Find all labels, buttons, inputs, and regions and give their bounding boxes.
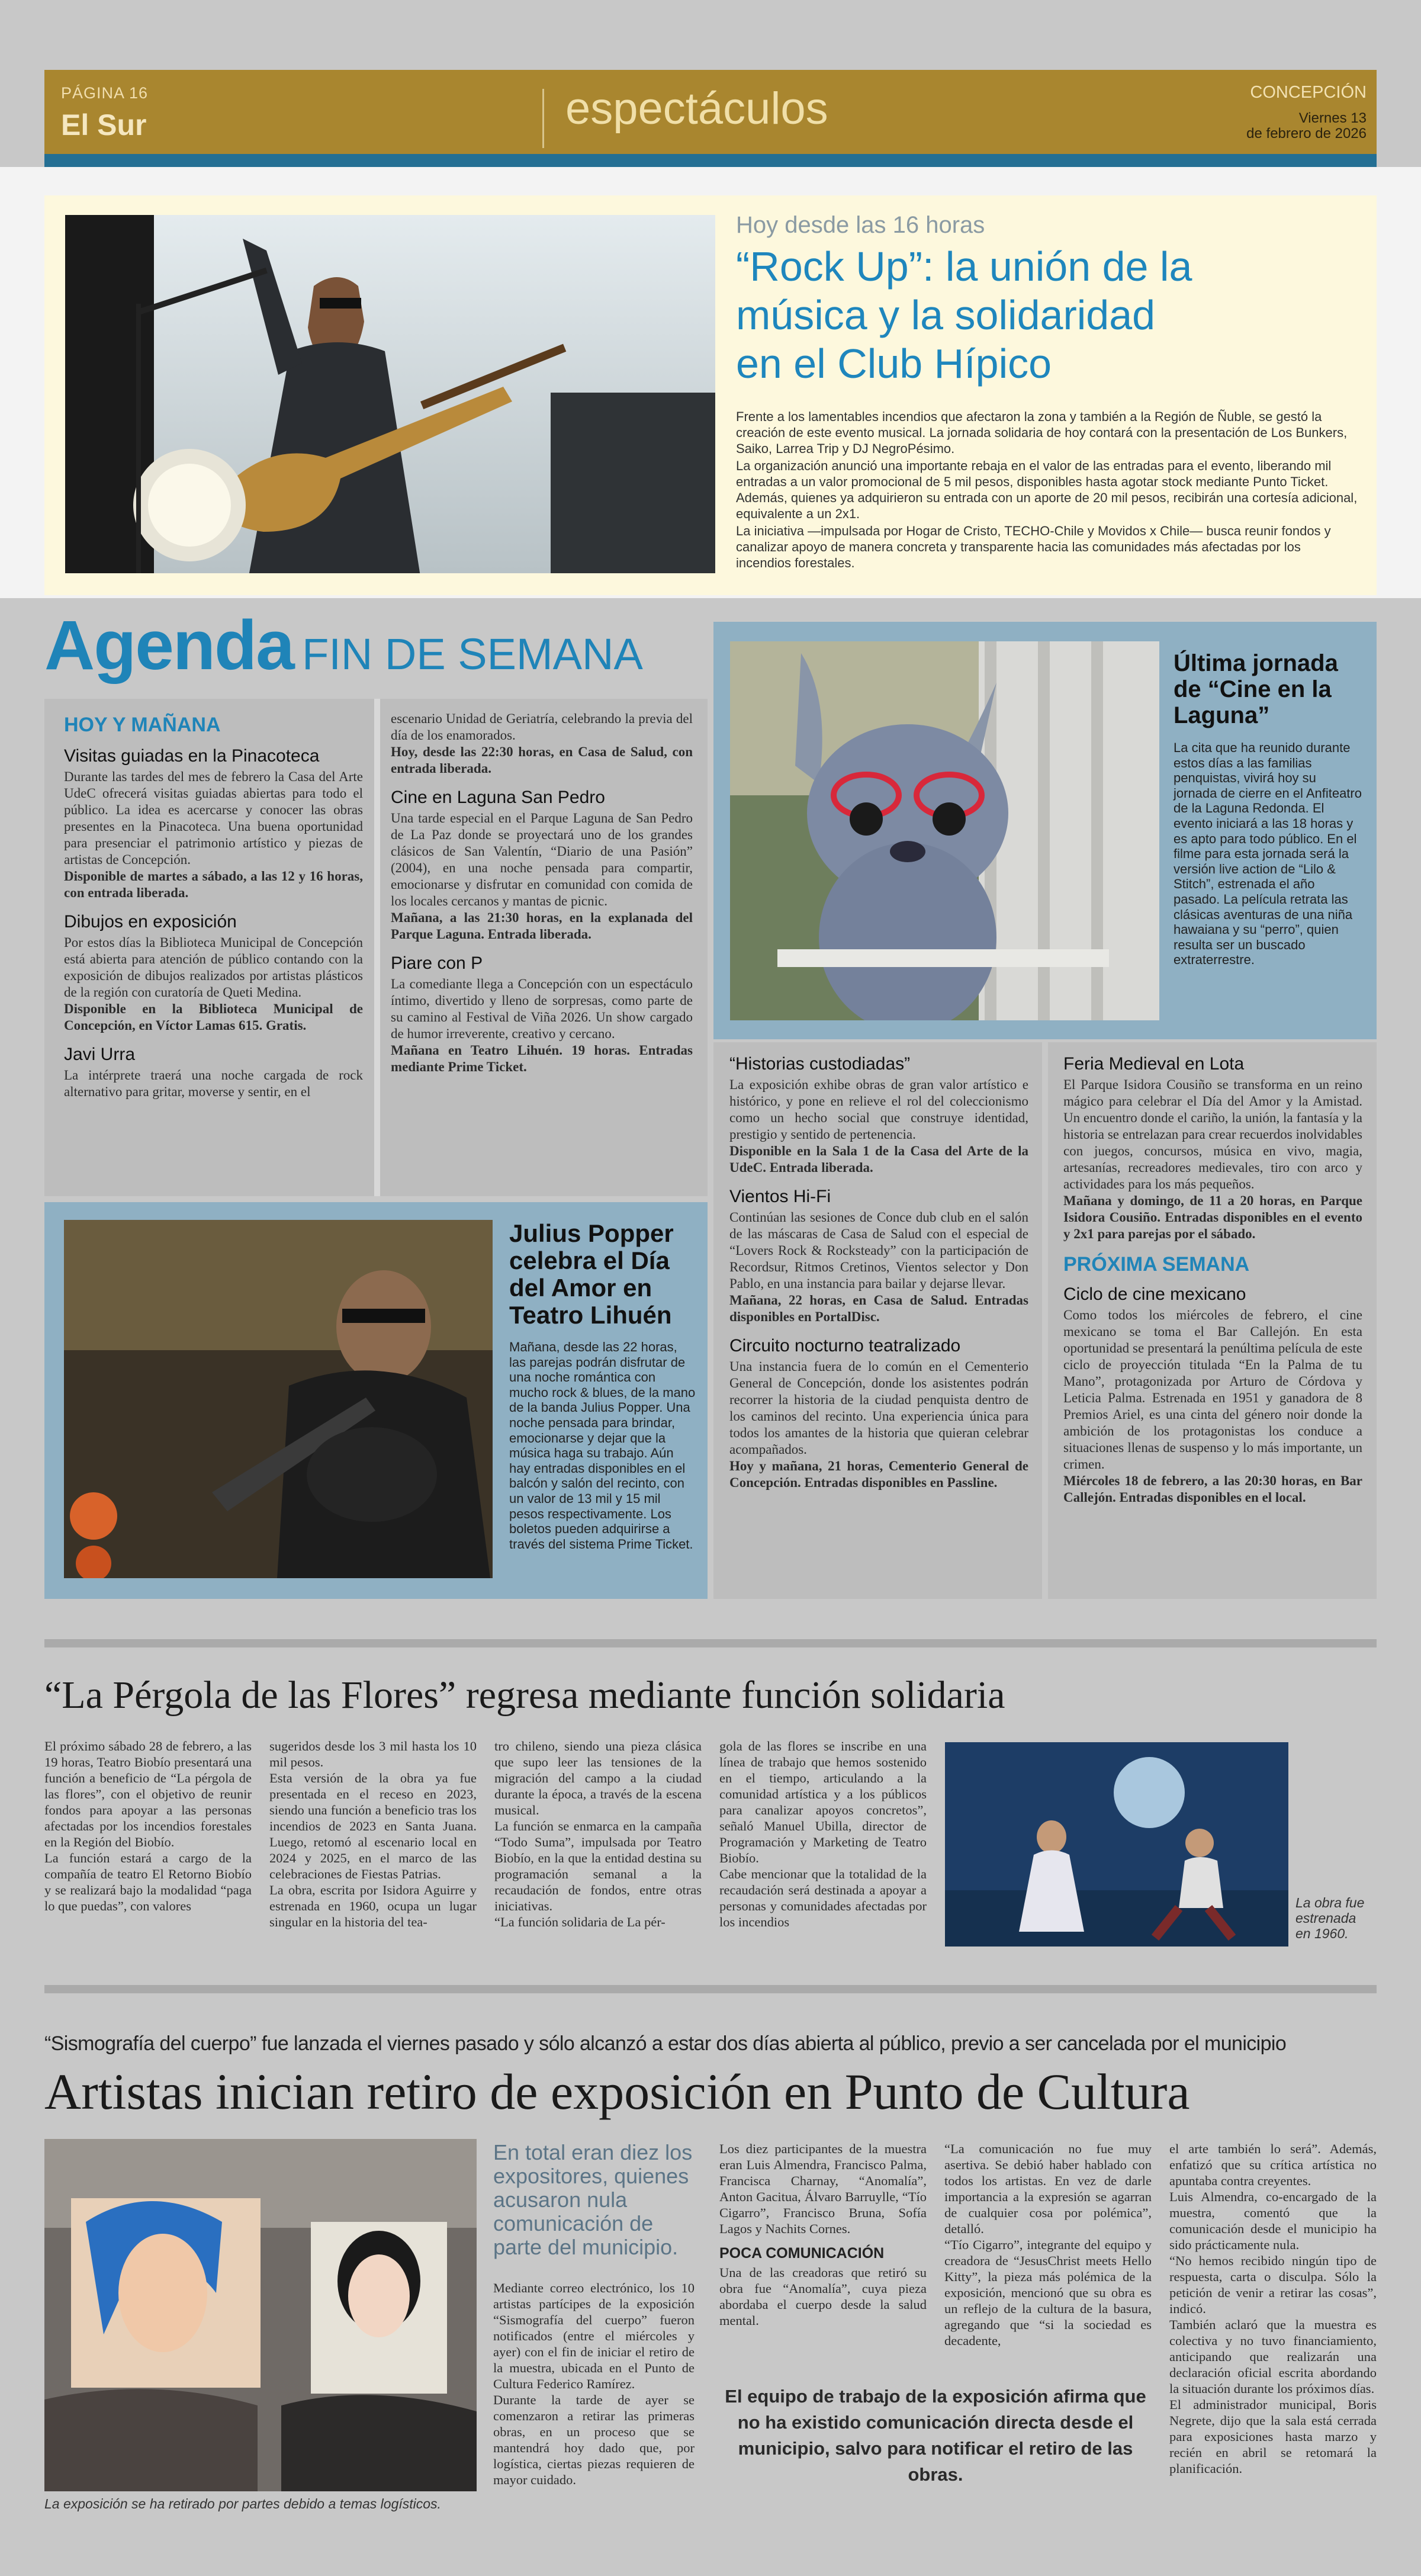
agenda-item-text: escenario Unidad de Geriatría, celebrando la previa del día de los enamorados. [391,711,693,743]
section-name: espectáculos [565,83,828,134]
popper-text: Mañana, desde las 22 horas, las parejas podrán disfrutar de una noche romántica con mucho rock & blues, de la mano de la banda Julius Popper. Una noche pensada para brindar, emocionarse y dejar que la música haga su trabajo. Aún hay entradas disponibles en el balcón y salón del recinto, con un valor de 13 mil y 15 mil pesos respectivamente. Los boletos pueden adquirirse a través del sistema Prime Ticket. [509,1340,696,1552]
agenda-item-info: Mañana en Teatro Lihuén. 19 horas. Entradas mediante Prime Ticket. [391,1043,693,1074]
agenda-item [729,1054,1028,1176]
pergola-text: El próximo sábado 28 de febrero, a las 19 horas, Teatro Biobío presentará una función a beneficio de “La pérgola de las flores”, con el objetivo de reunir fondos para apoyar a las personas afectadas por los incendios forestales en la Región del Biobío. La función estará a cargo de la compañía de teatro El Retorno Biobío y se realizará bajo la modalidad “paga lo que puedas”, con valores [44,1739,252,1913]
artistas-text: Mediante correo electrónico, los 10 artistas partícipes de la exposición “Sismografía del cuerpo” fueron notificados (entre el miércoles y ayer) con el fin de iniciar el retiro de la muestra, ubicada en el Punto de Cultura Federico Ramírez. Durante la tarde de ayer se comenzaron a retirar las primeras obras, en un proceso que se mantendrá hoy dado que, por logística, ciertas piezas requieren de mayor cuidado. [493,2281,695,2487]
artistas-col-4 [944,2141,1152,2349]
agenda-item [1063,1054,1362,1242]
agenda-item-title: Visitas guiadas en la Pinacoteca [64,746,320,766]
rockup-photo [65,215,715,573]
artistas-title: Artistas inician retiro de exposición en Punto de Cultura [44,2063,1190,2120]
agenda-col-1 [64,714,363,1100]
agenda-item [729,1187,1028,1325]
agenda-item-text: El Parque Isidora Cousiño se transforma en un reino mágico para celebrar el Día del Amor y la Amistad. Un encuentro donde el cariño, la unión, la fantasía y la historia se entrelazan para crear recuerdos inolvidables con juegos, concursos, música en vivo, magia, artesanías, recreadores medievales, tiro con arco y actividades para los más pequeños. [1063,1077,1362,1191]
agenda-item-info: Miércoles 18 de febrero, a las 20:30 horas, en Bar Callejón. Entradas disponibles en el local. [1063,1473,1362,1505]
agenda-col-divider [374,699,380,1196]
rockup-kicker: Hoy desde las 16 horas [736,212,985,238]
agenda-col-2 [391,711,693,1075]
agenda-item [1063,1284,1362,1506]
proxima-heading: PRÓXIMA SEMANA [1063,1253,1250,1276]
header-date-1: Viernes 13 [1298,110,1367,126]
agenda-item-title: Feria Medieval en Lota [1063,1054,1245,1074]
rockup-paragraph-1: Frente a los lamentables incendios que afectaron la zona y también a la Región de Ñuble, se gestó la creación de este evento musical. La jornada solidaria de hoy contará con la presentación de Los Bunkers, Saiko, Larrea Trip y DJ NegroPésimo. [736,409,1348,456]
artistas-text: Los diez participantes de la muestra eran Luis Almendra, Francisco Palma, Francisca Charnay, “Anomalía”, Anton Gacitua, Álvaro Barruylle, “Tío Cigarro”, Francisco Bruna, Sofía Lagos y Nachits Cornes. [719,2141,927,2236]
artistas-col-5 [1169,2141,1377,2477]
agenda-item [391,953,693,1075]
rockup-paragraph-2: La organización anunció una importante rebaja en el valor de las entradas para el evento, liberando mil entradas a un valor promocional de 5 mil pesos, disponibles hasta agotar stock mediante Punto Ticket. Además, quienes ya adquirieron su entrada con un aporte de 20 mil pesos, recibirán una cortesía adicional, equivalente a un 2x1. [736,458,1358,521]
agenda-item [64,912,363,1034]
agenda-item [64,746,363,901]
agenda-item-title: Ciclo de cine mexicano [1063,1284,1246,1304]
agenda-item-info: Hoy, desde las 22:30 horas, en Casa de Salud, con entrada liberada. [391,744,693,776]
rockup-title-line-2: música y la solidaridad [736,292,1156,338]
agenda-item-title: Javi Urra [64,1045,136,1064]
agenda-item-text: La exposición exhibe obras de gran valor artístico e histórico, y pone en relieve el rol del coleccionismo como un hecho social que construye identidad, prestigio y sentido de pertenencia. [729,1077,1028,1142]
agenda-item [391,788,693,943]
agenda-col-3 [729,1054,1028,1491]
agenda-item-info: Disponible en la Biblioteca Municipal de Concepción, en Víctor Lamas 615. Gratis. [64,1001,363,1033]
hoy-heading: HOY Y MAÑANA [64,714,221,736]
pergola-photo [945,1742,1288,1947]
popper-photo [64,1220,493,1578]
artistas-pull-quote: El equipo de trabajo de la exposición afirma que no ha existido comunicación directa desde el municipio, salvo para notificar el retiro de las obras. [725,2386,1146,2485]
agenda-title-big: Agenda [44,606,294,685]
agenda-item-title: “Historias custodiadas” [729,1054,911,1074]
header-divider [542,89,544,148]
agenda-item-text: Una tarde especial en el Parque Laguna de San Pedro de La Paz donde se proyectará uno de los grandes clásicos de San Valentín, “Diario de una Pasión” (2004), en una noche pensada para compartir, emocionarse y disfrutar en comunidad con comida de los locales cercanos y mantas de picnic. [391,811,693,908]
agenda-item-text: Una instancia fuera de lo común en el Cementerio General de Concepción, donde los asistentes podrán recorrer la historia de la ciudad penquista dentro de los caminos del recinto. Una experiencia única para todos los amantes de la historia que quieran celebrar acompañados. [729,1359,1028,1457]
artistas-caption: La exposición se ha retirado por partes debido a temas logísticos. [44,2496,441,2511]
agenda-item-title: Vientos Hi-Fi [729,1187,831,1206]
agenda-item-title: Piare con P [391,953,483,973]
popper-title: Julius Popper celebra el Día del Amor en Teatro Lihuén [509,1219,674,1329]
agenda-item-title: Dibujos en exposición [64,912,237,932]
artistas-subhead: POCA COMUNICACIÓN [719,2245,885,2262]
agenda-item-info: Mañana, a las 21:30 horas, en la explanada del Parque Laguna. Entrada liberada. [391,910,693,942]
agenda-item-text: La comediante llega a Concepción con un espectáculo íntimo, divertido y lleno de sorpresas, como parte de su camino al Festival de Viña 2026. Un show cargado de humor irreverente, creativo y cercano. [391,977,693,1041]
artistas-text: Una de las creadoras que retiró su obra fue “Anomalía”, cuya pieza abordaba el cuerpo desde la salud mental. [719,2265,927,2328]
rockup-paragraph-3: La iniciativa —impulsada por Hogar de Cristo, TECHO-Chile y Movidos x Chile— busca reunir fondos y canalizar apoyo de manera concreta y transparente hacia las comunidades más afectadas por los incendios forestales. [736,523,1331,570]
pergola-col-1 [44,1738,252,1914]
agenda-item-text: La intérprete traerá una noche cargada de rock alternativo para gritar, moverse y sentir, en el [64,1068,363,1099]
agenda-item-title: Circuito nocturno teatralizado [729,1336,961,1356]
artistas-kicker: “Sismografía del cuerpo” fue lanzada el viernes pasado y sólo alcanzó a estar dos días abierta al público, previo a ser cancelada por el municipio [44,2032,1287,2055]
artistas-text: el arte también lo será”. Además, enfatizó que su crítica artística no apuntaba contra creyentes. Luis Almendra, co-encargado de la muestra, comentó que la comunicación desde el municipio ha sido prácticamente nula. “No hemos recibido ningún tipo de respuesta, carta o disculpa. Sólo la petición de venir a retirar las cosas”, indicó. También aclaró que la muestra es colectiva y no tuvo financiamiento, anticipando que realizarán una declaración oficial escrita abordando la situación durante los próximos días. El administrador municipal, Boris Negrete, dijo que la sala está cerrada para exposiciones hasta marzo y recién en abril se retomará la planificación. [1169,2141,1377,2476]
page-label: PÁGINA 16 [61,84,149,102]
rockup-title-line-1: “Rock Up”: la unión de la [736,243,1192,290]
agenda-item-title: Cine en Laguna San Pedro [391,788,605,807]
agenda-item-info: Disponible en la Sala 1 de la Casa del Arte de la UdeC. Entrada liberada. [729,1144,1028,1175]
agenda-title [44,605,643,686]
pergola-text: gola de las flores se inscribe en una línea de trabajo que hemos sostenido en el tiempo, articulando a la comunidad artística y a los públicos para canalizar apoyos concretos”, señaló Manuel Ubilla, director de Programación y Marketing de Teatro Biobío. Cabe mencionar que la totalidad de la recaudación será destinada a apoyar a personas y comunidades afectadas por los incendios [719,1739,927,1929]
agenda-item [729,1336,1028,1491]
agenda-item-info: Mañana, 22 horas, en Casa de Salud. Entradas disponibles en PortalDisc. [729,1293,1028,1324]
paper-name: El Sur [61,108,147,142]
laguna-text-block [1174,650,1363,968]
agenda-item-info: Hoy y mañana, 21 horas, Cementerio General de Concepción. Entradas disponibles en Passline. [729,1459,1028,1490]
laguna-text: La cita que ha reunido durante estos días a las familias penquistas, vivirá hoy su jornada de cierre en el Anfiteatro de la Laguna Redonda. El evento iniciará a las 18 horas y es apto para todo público. En el filme para esta jornada será la versión live action de “Lilo & Stitch”, estrenada el año pasado. La película retrata las clásicas aventuras de una niña hawaiana y su “perro”, quien resulta ser un buscado extraterrestre. [1174,740,1362,968]
agenda-item-text: Durante las tardes del mes de febrero la Casa del Arte UdeC ofrecerá visitas guiadas abiertas para todo el público. La idea es acercarse y conocer las obras presentes en la Pinacoteca. Una buena oportunidad para presenciar el patrimonio artístico y piezas de artistas de Concepción. [64,769,363,867]
artistas-col-3 [719,2141,927,2328]
pergola-col-4 [719,1738,927,1930]
agenda-item [64,1045,363,1100]
pergola-title: “La Pérgola de las Flores” regresa mediante función solidaria [44,1674,1005,1717]
agenda-item-text: Continúan las sesiones de Conce dub club en el salón de las máscaras de Casa de Salud con el especial de “Lovers Rock & Rocksteady” con la participación de Recordsur, Ritmos Cretinos, Vientos selector y Don Pablo, en una instancia para bailar y dejarse llevar. [729,1210,1028,1291]
pergola-col-2 [269,1738,477,1930]
popper-text-block [509,1220,696,1552]
rockup-body [736,409,1358,571]
section-rule [44,1639,1377,1647]
header-blue-strip [44,154,1377,167]
pergola-col-3 [494,1738,702,1930]
laguna-photo [730,641,1159,1020]
agenda-item-text: Por estos días la Biblioteca Municipal de Concepción está abierta para atención de público contando con la exposición de dibujos realizados por artistas plásticos de la región con curatoría de Queti Medina. [64,935,363,1000]
header-city: CONCEPCIÓN [1250,83,1367,102]
agenda-title-small: FIN DE SEMANA [302,629,643,679]
artistas-lead: En total eran diez los expositores, quienes acusaron nula comunicación de parte del municipio. [493,2140,693,2259]
agenda-item-text: Como todos los miércoles de febrero, el cine mexicano se toma el Bar Callejón. En esta oportunidad se presentará la penúltima película de este ciclo de proyección titulada “En la Palma de tu Mano”, protagonizada por Arturo de Córdova y Leticia Palma. Estrenada en 1951 y ganadora de 8 Premios Ariel, es una cinta del género noir donde la ambición de los protagonistas los conduce a situaciones llenas de suspenso y lo más importante, un crimen. [1063,1308,1362,1472]
artistas-photo [44,2139,477,2491]
agenda-item [391,711,693,777]
pergola-text: sugeridos desde los 3 mil hasta los 10 mil pesos. Esta versión de la obra ya fue presentada en el receso en 2023, siendo una función a beneficio tras los incendios de 2023 en Santa Juana. Luego, retomó al escenario local en 2024 y 2025, en el marco de las celebraciones de Fiestas Patrias. La obra, escrita por Isidora Aguirre y estrenada en 1960, ocupa un lugar singular en la historia del tea- [269,1739,477,1929]
agenda-item-info: Disponible de martes a sábado, a las 12 y 16 horas, con entrada liberada. [64,869,363,900]
laguna-title: Última jornada de “Cine en la Laguna” [1174,650,1338,728]
agenda-item-info: Mañana y domingo, de 11 a 20 horas, en Parque Isidora Cousiño. Entradas disponibles en el evento y 2x1 para parejas por el sábado. [1063,1193,1362,1241]
section-rule [44,1985,1377,1993]
pergola-caption: La obra fue estrenada en 1960. [1295,1895,1365,1941]
pergola-text: tro chileno, siendo una pieza clásica que supo leer las tensiones de la migración del campo a la ciudad durante la época, a través de la escena musical. La función se enmarca en la campaña “Todo Suma”, impulsada por Teatro Biobío, en la que la entidad destina su programación semanal a la recaudación de fondos, entre otras iniciativas. “La función solidaria de La pér- [494,1739,702,1929]
header-date-2: de febrero de 2026 [1246,126,1367,142]
rockup-title-line-3: en el Club Hípico [736,341,1052,387]
artistas-text: “La comunicación no fue muy asertiva. Se debió haber hablado con todos los artistas. En vez de darle importancia a la expresión se agarran de cualquier cosa por polémica”, detalló. “Tío Cigarro”, integrante del equipo y creadora de “JesusChrist meets Hello Kitty”, la pieza más polémica de la exposición, mencionó que su obra es un reflejo de la cultura de la basura, agregando que “si la sociedad es decadente, [944,2141,1152,2348]
artistas-col-2 [493,2280,695,2488]
agenda-col-4 [1063,1054,1362,1506]
